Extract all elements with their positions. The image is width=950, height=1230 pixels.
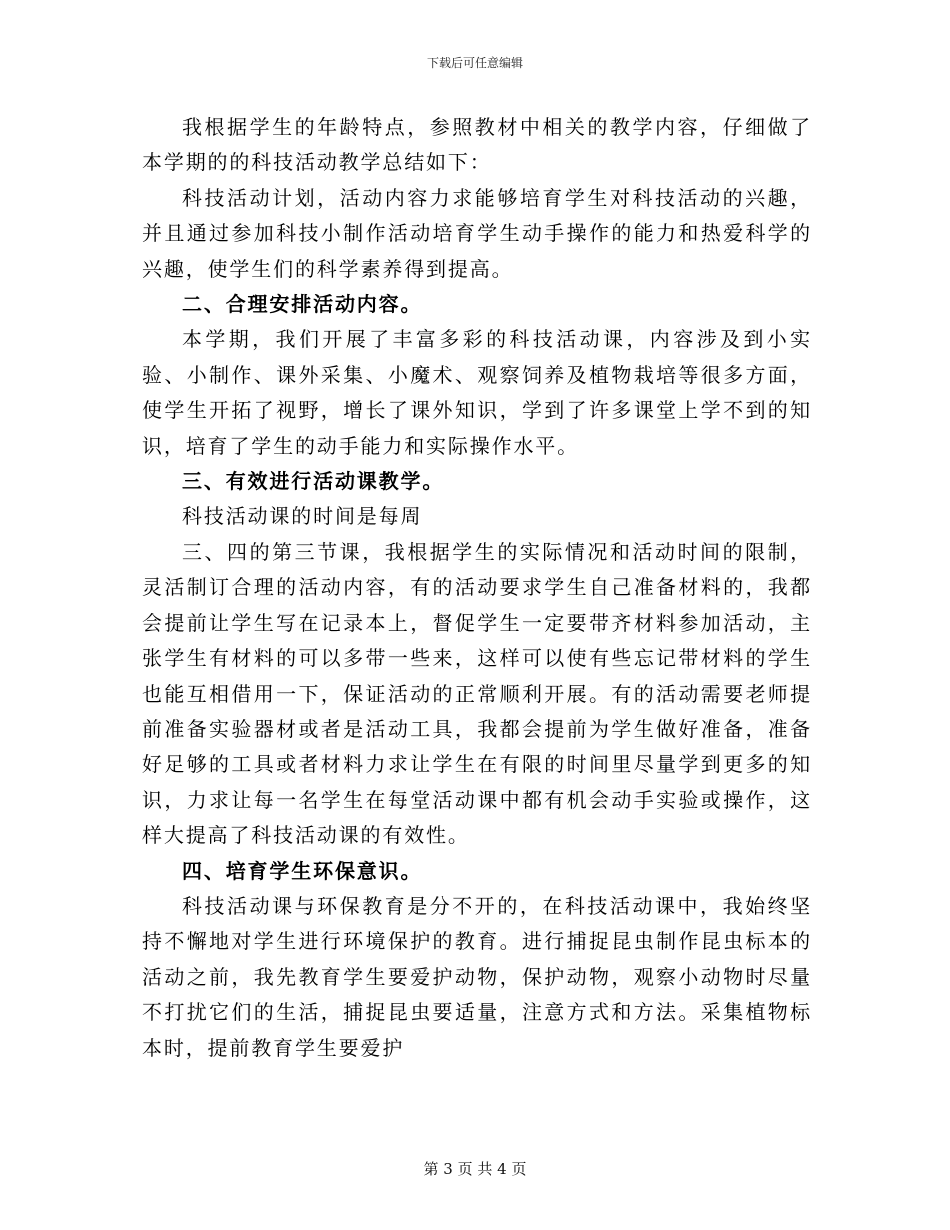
paragraph-environment: 科技活动课与环保教育是分不开的，在科技活动课中，我始终坚持不懈地对学生进行环境保护的教育。进行捕捉昆虫制作昆虫标本的活动之前，我先教育学生要爱护动物，保护动物，观察小动物时尽量不打扰它们的生活，捕捉昆虫要适量，注意方式和方法。采集植物标本时，提前教育学生要爱护 [142, 893, 812, 1060]
paragraph-schedule: 科技活动课的时间是每周 [182, 504, 423, 529]
section-heading-3: 三、有效进行活动课教学。 [182, 469, 445, 494]
paragraph-teaching: 三、四的第三节课，我根据学生的实际情况和活动时间的限制，灵活制订合理的活动内容，有的活动要求学生自己准备材料的，我都会提前让学生写在记录本上，督促学生一定要带齐材料参加活动，主张学生有材料的可以多带一些来，这样可以使有些忘记带材料的学生也能互相借用一下，保证活动的正常顺利开展。有的活动需要老师提前准备实验器材或者是活动工具，我都会提前为学生做好准备，准备好足够的工具或者材料力求让学生在有限的时间里尽量学到更多的知识，力求让每一名学生在每堂活动课中都有机会动手实验或操作，这样大提高了科技活动课的有效性。 [142, 539, 812, 848]
section-heading-4: 四、培育学生环保意识。 [182, 858, 423, 883]
paragraph-plan: 科技活动计划，活动内容力求能够培育学生对科技活动的兴趣，并且通过参加科技小制作活动培育学生动手操作的能力和热爱科学的兴趣，使学生们的科学素养得到提高。 [142, 185, 812, 281]
paragraph-intro: 我根据学生的年龄特点，参照教材中相关的教学内容，仔细做了本学期的的科技活动教学总结如下： [142, 115, 812, 175]
section-heading-2: 二、合理安排活动内容。 [182, 292, 423, 317]
page-header: 下载后可任意编辑 [426, 56, 523, 70]
paragraph-activities: 本学期，我们开展了丰富多彩的科技活动课，内容涉及到小实验、小制作、课外采集、小魔术、观察饲养及植物栽培等很多方面，使学生开拓了视野，增长了课外知识，学到了许多课堂上学不到的知识，培育了学生的动手能力和实际操作水平。 [142, 327, 812, 458]
document-body [142, 110, 812, 1066]
page-footer: 第 3 页 共 4 页 [423, 1160, 527, 1178]
